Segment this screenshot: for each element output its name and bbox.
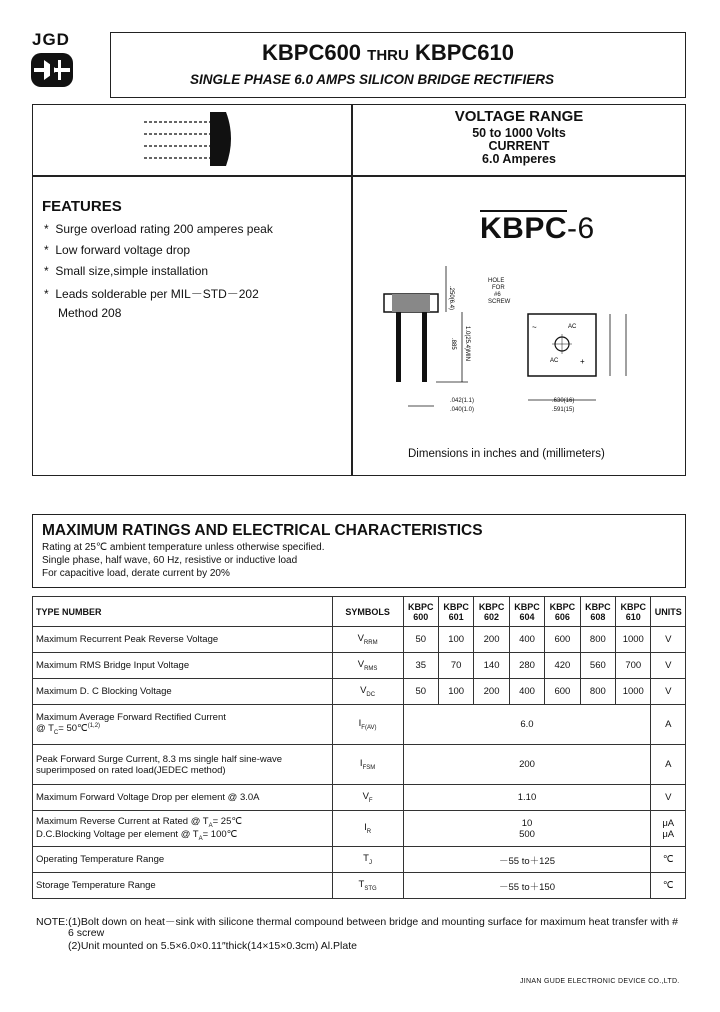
- table-row: Maximum Forward Voltage Drop per element @ 3.0A $V_F$ 1.10 V: [33, 785, 686, 811]
- table-row: Operating Temperature Range $T_J$ －55 to＋125 ℃: [33, 847, 686, 873]
- table-row: Maximum Recurrent Peak Reverse Voltage $V_{RRM}$ 50 100 200 400 600 800 1000 V: [33, 627, 686, 653]
- current-label: CURRENT: [488, 139, 550, 153]
- table-row: Maximum D. C Blocking Voltage $V_{DC}$ 50 100 200 400 600 800 1000 V: [33, 679, 686, 705]
- part-to: KBPC610: [414, 40, 515, 65]
- note-1-cont: 6 screw: [68, 927, 105, 939]
- ratings-note: Rating at 25℃ ambient temperature unless otherwise specified.: [42, 542, 325, 553]
- header-units: UNITS: [651, 597, 686, 627]
- features-box: [32, 176, 352, 476]
- side-view-drawing: [378, 256, 478, 416]
- voltage-range-value: 50 to 1000 Volts: [472, 126, 566, 140]
- ratings-note: Single phase, half wave, 60 Hz, resistive or inductive load: [42, 555, 298, 566]
- header-model: KBPC 606: [545, 597, 580, 627]
- feature-item: * Small size,simple installation: [44, 264, 209, 278]
- subtitle: SINGLE PHASE 6.0 AMPS SILICON BRIDGE RECTIFIERS: [190, 72, 555, 87]
- header-model: KBPC 602: [474, 597, 509, 627]
- table-row: Peak Forward Surge Current, 8.3 ms single half sine-wave superimposed on rated load(JEDEC method) $I_{FSM}$ 200 A: [33, 745, 686, 785]
- table-header-row: [33, 597, 686, 627]
- dim-label: .042(1.1): [450, 398, 475, 404]
- ratings-title: MAXIMUM RATINGS AND ELECTRICAL CHARACTERISTICS: [42, 522, 483, 539]
- thru-label: THRU: [367, 47, 409, 64]
- svg-text:.250(6.4): .250(6.4): [448, 286, 454, 311]
- dim-label: .040(1.0): [450, 407, 475, 413]
- feature-item: * Surge overload rating 200 amperes peak: [44, 222, 273, 236]
- svg-text:1.0(25.4)MIN: 1.0(25.4)MIN: [464, 326, 470, 362]
- header-model: KBPC 600: [403, 597, 438, 627]
- feature-item: * Low forward voltage drop: [44, 243, 191, 257]
- svg-text:~: ~: [532, 323, 537, 332]
- top-view-drawing: [520, 300, 640, 420]
- feature-method: Method 208: [58, 306, 122, 320]
- header-model: KBPC 608: [580, 597, 615, 627]
- voltage-range-title: VOLTAGE RANGE: [454, 108, 584, 125]
- note-2: (2)Unit mounted on 5.5×6.0×0.11″thick(14×15×0.3cm) Al.Plate: [68, 940, 357, 952]
- footer-company: JINAN GUDE ELECTRONIC DEVICE CO.,LTD.: [520, 978, 680, 985]
- header-model: KBPC 610: [616, 597, 651, 627]
- svg-text:+: +: [580, 357, 585, 366]
- table-row: Maximum RMS Bridge Input Voltage $V_{RMS}$ 35 70 140 280 420 560 700 V: [33, 653, 686, 679]
- svg-text:.885: .885: [450, 338, 456, 350]
- current-value: 6.0 Amperes: [482, 152, 556, 166]
- ratings-note: For capacitive load, derate current by 20%: [42, 568, 230, 579]
- dim-label: .630(16): [552, 398, 575, 404]
- page-title: [262, 40, 514, 66]
- table-row: Maximum Average Forward Rectified Current @ $T_C=$ 50℃$^{(1,2)}$ $I_{F(AV)}$ 6.0 A: [33, 705, 686, 745]
- table-row: Maximum Reverse Current at Rated @ $T_A=$ 25℃ D.C.Blocking Voltage per element @ $T_A=$ 100℃ $I_R$ 10 500 μA μA: [33, 811, 686, 847]
- dimensions-note: Dimensions in inches and (millimeters): [408, 448, 605, 460]
- header-model: KBPC 601: [438, 597, 473, 627]
- device-photo: [140, 108, 240, 172]
- hole-label: HOLE FOR #6 SCREW: [488, 278, 511, 305]
- feature-item: * Leads solderable per MIL－STD－202: [44, 287, 259, 301]
- ratings-table: [32, 596, 686, 899]
- logo-text: JGD: [32, 30, 70, 49]
- note-1: NOTE:(1)Bolt down on heat－sink with silicone thermal compound between bridge and mounting surface for maximum heat transfer with #: [36, 916, 678, 928]
- features-title: FEATURES: [42, 198, 122, 215]
- part-from: KBPC600: [262, 40, 362, 65]
- svg-text:AC: AC: [550, 358, 559, 364]
- table-row: Storage Temperature Range $T_{STG}$ －55 to＋150 ℃: [33, 873, 686, 899]
- dim-label: .591(15): [552, 407, 575, 413]
- header-symbols: SYMBOLS: [332, 597, 403, 627]
- header-type-number: TYPE NUMBER: [33, 597, 333, 627]
- svg-text:AC: AC: [568, 324, 577, 330]
- package-name: KBPC-6: [480, 212, 595, 245]
- header-model: KBPC 604: [509, 597, 544, 627]
- logo-diode-icon: [30, 52, 74, 88]
